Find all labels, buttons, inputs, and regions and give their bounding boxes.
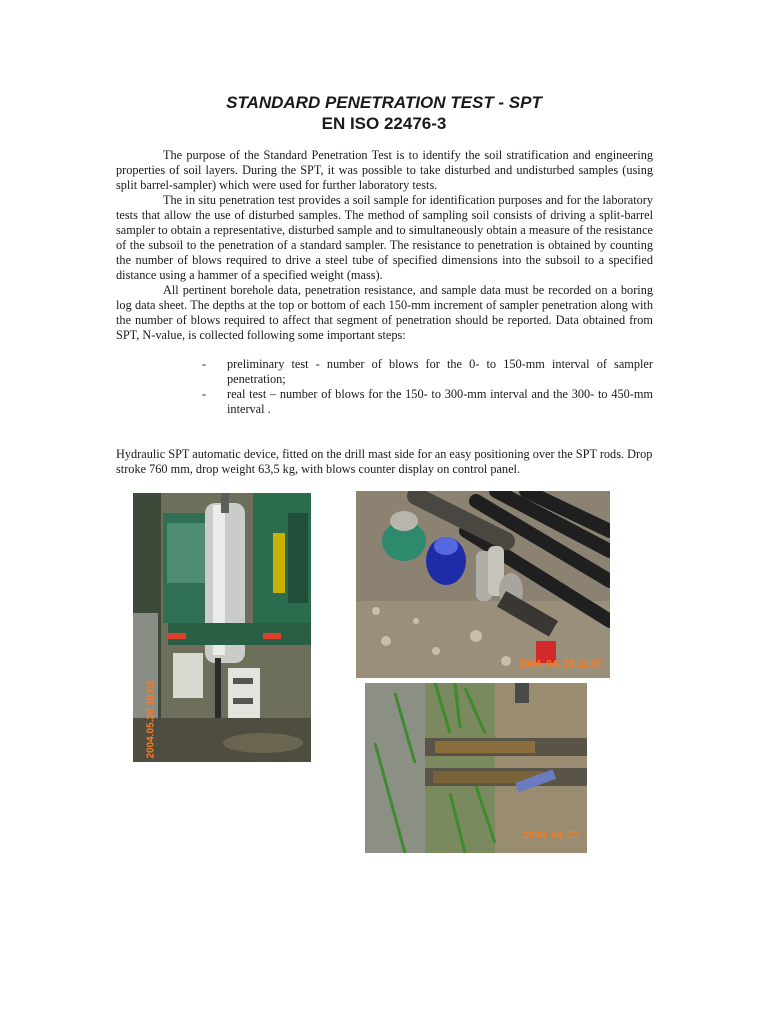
bullet-marker: - bbox=[202, 387, 207, 401]
document-subtitle: EN ISO 22476-3 bbox=[321, 114, 447, 133]
list-item bbox=[202, 387, 653, 417]
paragraph-3: All pertinent borehole data, penetration resistance, and sample data must be recorded on a boring log data sheet. The depths at the top or bottom of each 150-mm increment of sampler penetration along with the number of blows required to affect that segment of penetration should be reported. Data obtained from SPT, N-value, is collected following some important steps: bbox=[116, 283, 653, 342]
paragraph-2: The in situ penetration test provides a soil sample for identification purposes and for the laboratory tests that allow the use of disturbed samples. The method of sampling soil consists of driving a split-barrel sampler to obtain a representative, disturbed sample and to simultaneously obtain a measure of the resistance of the subsoil to the penetration of a standard sampler. The resistance to penetration is obtained by counting the number of blows required to drive a steel tube of specified dimensions into the subsoil to a specified distance using a hammer of a specified weight (mass). bbox=[116, 193, 653, 282]
bullet-marker: - bbox=[202, 357, 207, 371]
list-item bbox=[202, 357, 653, 387]
document-title: STANDARD PENETRATION TEST - SPT bbox=[226, 93, 542, 112]
photo-spt-device bbox=[133, 493, 311, 762]
paragraph-1: The purpose of the Standard Penetration Test is to identify the soil stratification and engineering properties of soil layers. During the SPT, it was possible to take disturbed and undisturbed samples (using split barrel-sampler) which were used for further laboratory tests. bbox=[116, 148, 653, 192]
bullet-text: real test – number of blows for the 150- to 300-mm interval and the 300- to 450-mm interval . bbox=[227, 387, 653, 416]
photo-date-stamp: 2004.05.20 10:02 bbox=[145, 680, 157, 759]
bullet-list bbox=[202, 357, 653, 417]
bullet-text: preliminary test - number of blows for the 0- to 150-mm interval of sampler penetration; bbox=[227, 357, 653, 386]
photo-sampler-parts bbox=[356, 491, 610, 678]
photo-soil-samples bbox=[365, 683, 587, 853]
photo-date-stamp: 2004. 04. 28 11:07 bbox=[518, 659, 602, 670]
photo-date-stamp: 2004. 04. 27 bbox=[523, 830, 579, 841]
body-text bbox=[116, 148, 653, 343]
photo-caption: Hydraulic SPT automatic device, fitted on the drill mast side for an easy positioning over the SPT rods. Drop stroke 760 mm, drop weight 63,5 kg, with blows counter display on control panel. bbox=[116, 447, 653, 476]
